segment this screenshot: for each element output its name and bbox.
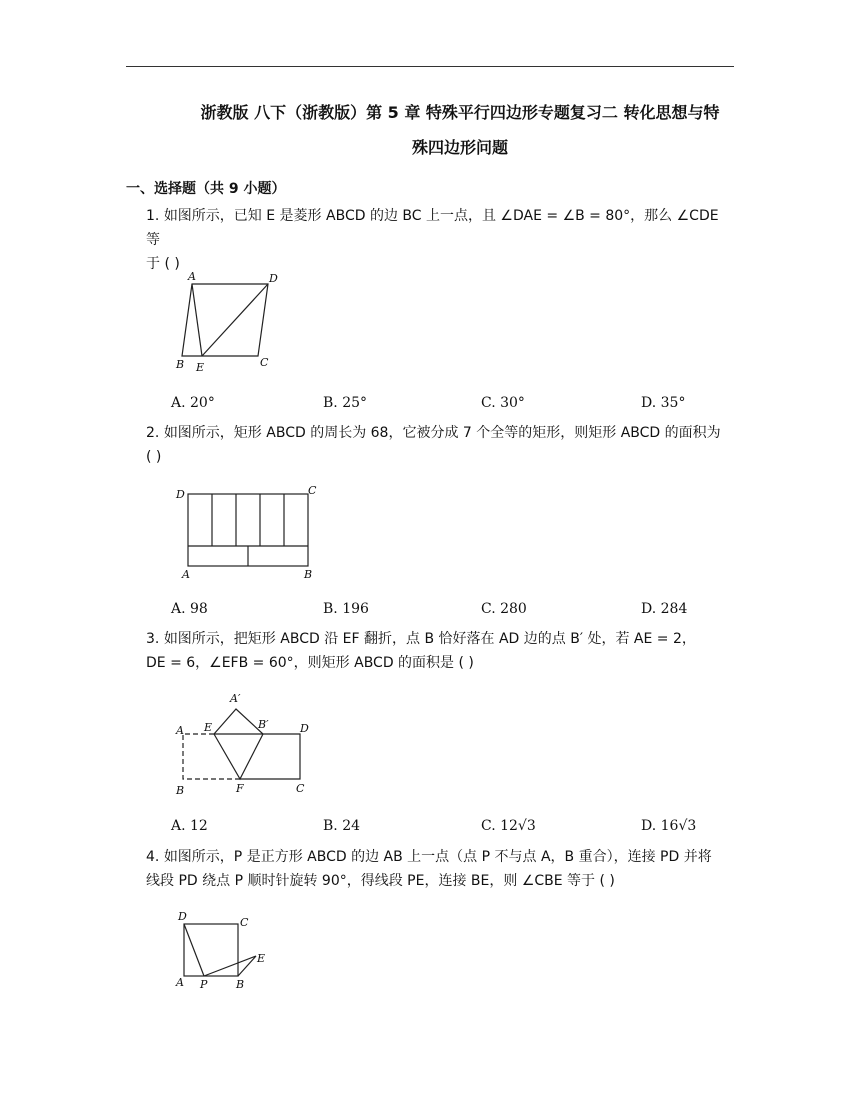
label-d: D — [176, 488, 185, 501]
option-c[interactable]: C. 280 — [481, 601, 527, 617]
figure-rectangle-seven — [170, 484, 330, 584]
dashed-original — [183, 734, 240, 779]
question-number: 1. — [146, 208, 160, 224]
question-3 — [146, 627, 736, 675]
label-a-prime: A′ — [230, 692, 241, 705]
page-title-continued: 殊四边形问题 — [411, 138, 508, 157]
label-a: A — [176, 976, 184, 989]
options-q2 — [171, 601, 731, 623]
section-heading: 一、选择题（共 9 小题） — [126, 181, 286, 197]
option-b[interactable]: B. 25° — [323, 395, 368, 411]
question-text-continued: DE = 6，∠EFB = 60°，则矩形 ABCD 的面积是 ( ) — [146, 655, 474, 671]
question-number: 3. — [146, 631, 160, 647]
label-c: C — [308, 484, 317, 497]
label-d: D — [300, 722, 309, 735]
question-text: 如图所示，已知 E 是菱形 ABCD 的边 BC 上一点，且 ∠DAE = ∠B = 80°，那么 ∠CDE 等 — [146, 208, 719, 248]
question-2 — [146, 421, 736, 469]
label-a: A — [188, 270, 196, 283]
option-a[interactable]: A. 98 — [171, 601, 208, 617]
segment-ae — [192, 284, 202, 356]
figure-square-rotation — [170, 908, 290, 998]
figure-rhombus — [170, 268, 290, 378]
option-d[interactable]: D. 284 — [641, 601, 688, 617]
page-title: 浙教版 八下（浙教版）第 5 章 特殊平行四边形专题复习二 转化思想与特 — [200, 103, 720, 122]
option-b[interactable]: B. 196 — [323, 601, 369, 617]
header-rule — [126, 66, 734, 67]
segment-pd — [184, 924, 204, 976]
option-d[interactable]: D. 35° — [641, 395, 686, 411]
question-4 — [146, 845, 736, 893]
question-text-continued: 线段 PD 绕点 P 顺时针旋转 90°，得线段 PE，连接 BE，则 ∠CBE 等于 ( ) — [146, 873, 615, 889]
label-e: E — [257, 952, 266, 965]
label-b: B — [304, 568, 313, 581]
label-b: B — [176, 784, 185, 797]
options-q3 — [171, 818, 731, 840]
label-c: C — [240, 916, 249, 929]
square-outline — [184, 924, 238, 976]
question-text: 如图所示，P 是正方形 ABCD 的边 AB 上一点（点 P 不与点 A，B 重合），连接 PD 并将 — [163, 849, 712, 865]
option-a[interactable]: A. 20° — [171, 395, 215, 411]
folded-quad — [214, 709, 263, 779]
label-e: E — [196, 361, 205, 374]
label-f: F — [236, 782, 244, 795]
label-b: B — [176, 358, 185, 371]
question-1 — [146, 204, 736, 276]
option-a[interactable]: A. 12 — [171, 818, 208, 834]
label-a: A — [182, 568, 190, 581]
option-c[interactable]: C. 12√3 — [481, 818, 536, 834]
label-c: C — [296, 782, 305, 795]
question-text-continued: 于 ( ) — [146, 256, 180, 272]
rectangle-right — [240, 734, 300, 779]
question-text-continued: ( ) — [146, 449, 162, 465]
label-b-prime: B′ — [258, 718, 269, 731]
question-text: 如图所示，把矩形 ABCD 沿 EF 翻折，点 B 恰好落在 AD 边的点 B′ 处，若 AE = 2， — [163, 631, 696, 647]
rhombus-outline — [182, 284, 268, 356]
label-b: B — [236, 978, 245, 991]
option-d[interactable]: D. 16√3 — [641, 818, 697, 834]
segment-de — [202, 284, 268, 356]
figure-folded-rectangle — [170, 688, 330, 798]
label-d: D — [178, 910, 187, 923]
label-e: E — [204, 721, 213, 734]
label-a: A — [176, 724, 184, 737]
question-text: 如图所示，矩形 ABCD 的周长为 68，它被分成 7 个全等的矩形，则矩形 ABCD 的面积为 — [163, 425, 721, 441]
segment-pe — [204, 956, 256, 976]
question-number: 4. — [146, 849, 160, 865]
label-d: D — [269, 272, 278, 285]
label-p: P — [200, 978, 208, 991]
label-c: C — [260, 356, 269, 369]
question-number: 2. — [146, 425, 160, 441]
option-b[interactable]: B. 24 — [323, 818, 361, 834]
options-q1 — [171, 395, 731, 417]
option-c[interactable]: C. 30° — [481, 395, 525, 411]
